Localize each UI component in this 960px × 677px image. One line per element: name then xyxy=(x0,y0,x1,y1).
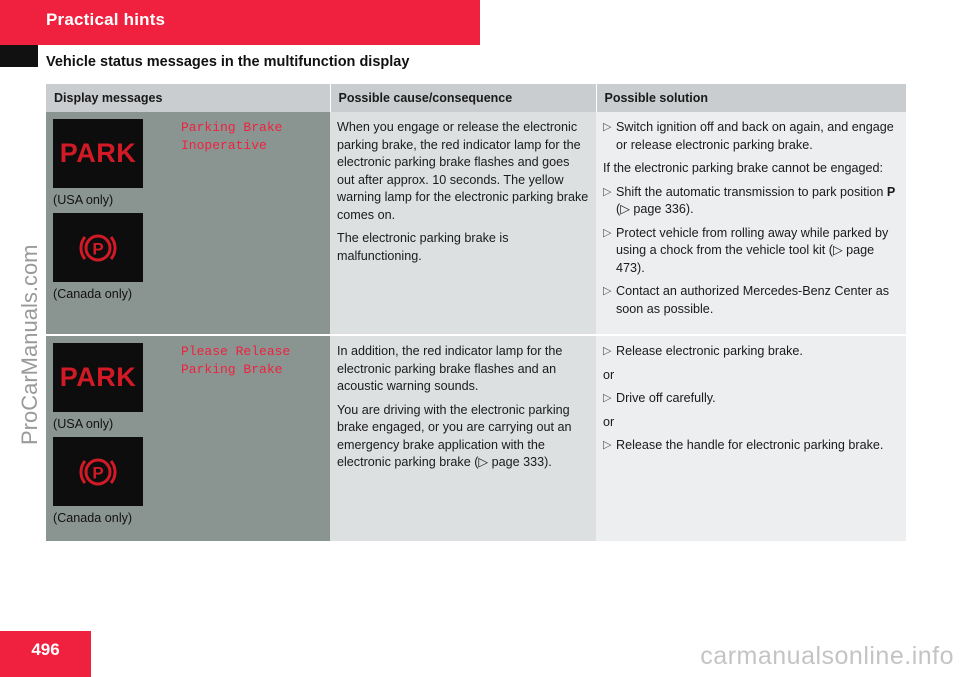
solution-note: or xyxy=(603,367,615,382)
display-group xyxy=(53,343,323,412)
park-lamp-usa xyxy=(53,119,143,188)
column-header-solution: Possible solution xyxy=(596,84,906,112)
solution-step-text: Switch ignition off and back on again, and engage or release electronic parking brake. xyxy=(616,120,894,152)
display-message-line2: Parking Brake xyxy=(181,362,283,377)
solution-step xyxy=(603,119,899,154)
park-lamp-text: PARK xyxy=(59,362,137,392)
triangle-right-icon: ▷ xyxy=(603,185,612,198)
solution-cell xyxy=(596,112,906,335)
page-number: 496 xyxy=(0,631,91,677)
triangle-right-icon: ▷ xyxy=(603,345,612,357)
cause-paragraph: When you engage or release the electronic parking brake, the red indicator lamp for the electronic parking brake flashes and goes out after approx. 10 seconds. The yellow warning lamp for the electronic parking brake comes on. xyxy=(337,120,589,222)
table-row xyxy=(46,112,906,335)
cause-paragraph: The electronic parking brake is malfunctioning. xyxy=(337,231,509,263)
solution-step xyxy=(603,343,899,361)
display-message-line2: Inoperative xyxy=(181,138,267,153)
triangle-right-icon: ▷ xyxy=(603,226,612,239)
solution-note: If the electronic parking brake cannot be engaged: xyxy=(603,161,884,175)
triangle-right-icon: ▷ xyxy=(603,121,612,133)
usa-only-caption: (USA only) xyxy=(53,193,114,207)
triangle-right-icon: ▷ xyxy=(603,439,612,451)
cause-cell xyxy=(330,335,596,542)
triangle-right-icon: ▷ xyxy=(603,392,612,404)
parking-brake-p-circle-icon xyxy=(53,437,143,506)
solution-cell xyxy=(596,335,906,542)
display-message-line1: Parking Brake xyxy=(181,120,283,135)
side-watermark: ProCarManuals.com xyxy=(17,244,42,445)
display-message-text xyxy=(181,119,321,155)
solution-note: or xyxy=(603,414,615,429)
page-subtitle: Vehicle status messages in the multifunction display xyxy=(46,54,410,70)
cause-paragraph: You are driving with the electronic parking brake engaged, or you are carrying out an emergency brake application with the electronic parking brake (▷ page 333). xyxy=(337,402,572,469)
column-header-display: Display messages xyxy=(46,84,330,112)
table-row xyxy=(46,335,906,542)
solution-step-text: Release electronic parking brake. xyxy=(616,344,803,358)
svg-text:P: P xyxy=(92,239,104,259)
usa-only-caption: (USA only) xyxy=(53,417,114,431)
display-message-cell xyxy=(46,112,330,335)
display-message-cell xyxy=(46,335,330,542)
table-header-row xyxy=(46,84,906,112)
park-lamp-usa xyxy=(53,343,143,412)
svg-text:P: P xyxy=(92,463,104,483)
canada-only-caption: (Canada only) xyxy=(53,287,133,301)
solution-step-text: Protect vehicle from rolling away while parked by using a chock from the vehicle tool kit (▷ page 473). xyxy=(616,225,889,275)
cause-paragraph: In addition, the red indicator lamp for the electronic parking brake flashes and an acoustic warning sounds. xyxy=(337,344,563,393)
section-title: Practical hints xyxy=(46,10,166,29)
column-header-cause: Possible cause/consequence xyxy=(330,84,596,112)
solution-step xyxy=(603,184,899,219)
status-message-table xyxy=(46,84,906,543)
solution-step-text: Release the handle for electronic parking brake. xyxy=(616,438,884,452)
solution-step xyxy=(603,437,899,455)
header-tab-marker xyxy=(0,45,38,67)
solution-step-text: Contact an authorized Mercedes-Benz Center as soon as possible. xyxy=(616,284,890,316)
display-message-line1: Please Release xyxy=(181,344,291,359)
triangle-right-icon: ▷ xyxy=(603,285,612,297)
solution-step xyxy=(603,225,899,278)
cause-cell xyxy=(330,112,596,335)
bottom-watermark: carmanualsonline.info xyxy=(700,642,954,670)
parking-brake-p-circle-icon xyxy=(53,213,143,282)
solution-step-text: Shift the automatic transmission to park position P (▷ page 336). xyxy=(616,184,896,216)
solution-step xyxy=(603,390,899,408)
park-lamp-text: PARK xyxy=(59,138,137,168)
solution-step xyxy=(603,283,899,318)
display-message-text xyxy=(181,343,321,379)
solution-step-text: Drive off carefully. xyxy=(616,391,716,405)
display-group xyxy=(53,119,323,188)
canada-only-caption: (Canada only) xyxy=(53,511,133,525)
